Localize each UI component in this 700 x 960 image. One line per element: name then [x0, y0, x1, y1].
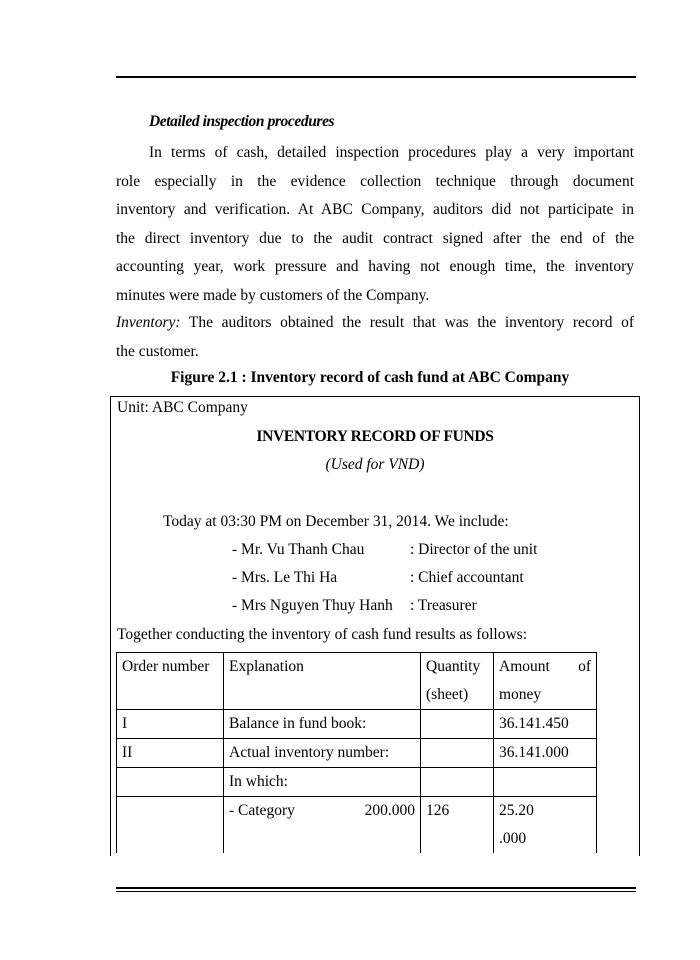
paragraph-line: inventory and verification. At ABC Company, auditors did not participate in — [116, 201, 634, 218]
member-name: - Mrs Nguyen Thuy Hanh — [232, 597, 393, 614]
member-name: - Mr. Vu Thanh Chau — [232, 541, 365, 558]
cell-amount — [494, 797, 597, 854]
paragraph-line — [116, 309, 634, 338]
record-subtitle: (Used for VND) — [325, 456, 425, 473]
figure-caption: Figure 2.1 : Inventory record of cash fund at ABC Company — [170, 369, 570, 386]
inventory-table — [116, 652, 597, 853]
record-title: INVENTORY RECORD OF FUNDS — [256, 428, 494, 445]
header-quantity — [421, 653, 494, 710]
category-denomination: 200.000 — [364, 802, 415, 819]
category-label: - Category — [229, 802, 295, 819]
inventory-record-box — [110, 396, 640, 856]
cell-amount — [494, 768, 597, 797]
header-of-word: of — [578, 658, 591, 675]
bottom-rule-thin — [116, 891, 636, 892]
cell-category — [224, 797, 421, 854]
header-quantity-unit: (sheet) — [426, 686, 469, 703]
header-quantity-label: Quantity — [426, 658, 481, 675]
amount-part-1: 25.20 — [499, 802, 534, 819]
amount-part-2: .000 — [499, 830, 527, 847]
results-intro: Together conducting the inventory of cash fund results as follows: — [117, 626, 528, 643]
paragraph-line: accounting year, work pressure and having not enough time, the inventory — [116, 258, 634, 275]
cell-amount: 36.141.450 — [494, 710, 597, 739]
member-line — [232, 597, 477, 615]
record-date-line: Today at 03:30 PM on December 31, 2014. We include: — [163, 513, 509, 530]
paragraph-line: the customer. — [116, 342, 199, 360]
member-role: : Chief accountant — [410, 569, 524, 586]
table-row — [117, 710, 597, 739]
member-role: : Director of the unit — [410, 541, 538, 558]
member-role: : Treasurer — [410, 597, 477, 614]
cell-explanation: Actual inventory number: — [224, 739, 421, 768]
header-amount-word: Amount — [499, 658, 550, 675]
paragraph-line: role especially in the evidence collection technique through document — [116, 172, 634, 190]
table-header-row — [117, 653, 597, 710]
cell-explanation: In which: — [224, 768, 421, 797]
top-rule — [116, 76, 636, 78]
header-money-word: money — [499, 686, 542, 703]
cell-order: II — [117, 739, 224, 768]
member-line — [232, 569, 524, 587]
paragraph-line: In terms of cash, detailed inspection procedures play a very important — [149, 144, 634, 161]
header-order-number: Order number — [117, 653, 224, 710]
header-amount — [494, 653, 597, 710]
cell-order — [117, 768, 224, 797]
paragraph-line: minutes were made by customers of the Company. — [116, 286, 430, 304]
table-row — [117, 739, 597, 768]
member-name: - Mrs. Le Thi Ha — [232, 569, 338, 586]
cell-quantity — [421, 710, 494, 739]
cell-amount: 36.141.000 — [494, 739, 597, 768]
table-row — [117, 768, 597, 797]
unit-label: Unit: ABC Company — [117, 399, 248, 416]
header-explanation: Explanation — [224, 653, 421, 710]
cell-order: I — [117, 710, 224, 739]
table-row — [117, 797, 597, 854]
cell-quantity: 126 — [421, 797, 494, 854]
cell-quantity — [421, 739, 494, 768]
inventory-label: Inventory: — [116, 314, 181, 331]
paragraph-line: the direct inventory due to the audit contract signed after the end of the — [116, 229, 634, 247]
paragraph-cash-inspection — [116, 139, 634, 310]
paragraph-inventory — [116, 309, 634, 366]
section-heading: Detailed inspection procedures — [149, 113, 335, 130]
inventory-text: The auditors obtained the result that was the inventory record of — [180, 314, 634, 331]
bottom-rule-thick — [116, 887, 636, 889]
member-line — [232, 541, 537, 559]
cell-explanation: Balance in fund book: — [224, 710, 421, 739]
cell-quantity — [421, 768, 494, 797]
cell-order — [117, 797, 224, 854]
